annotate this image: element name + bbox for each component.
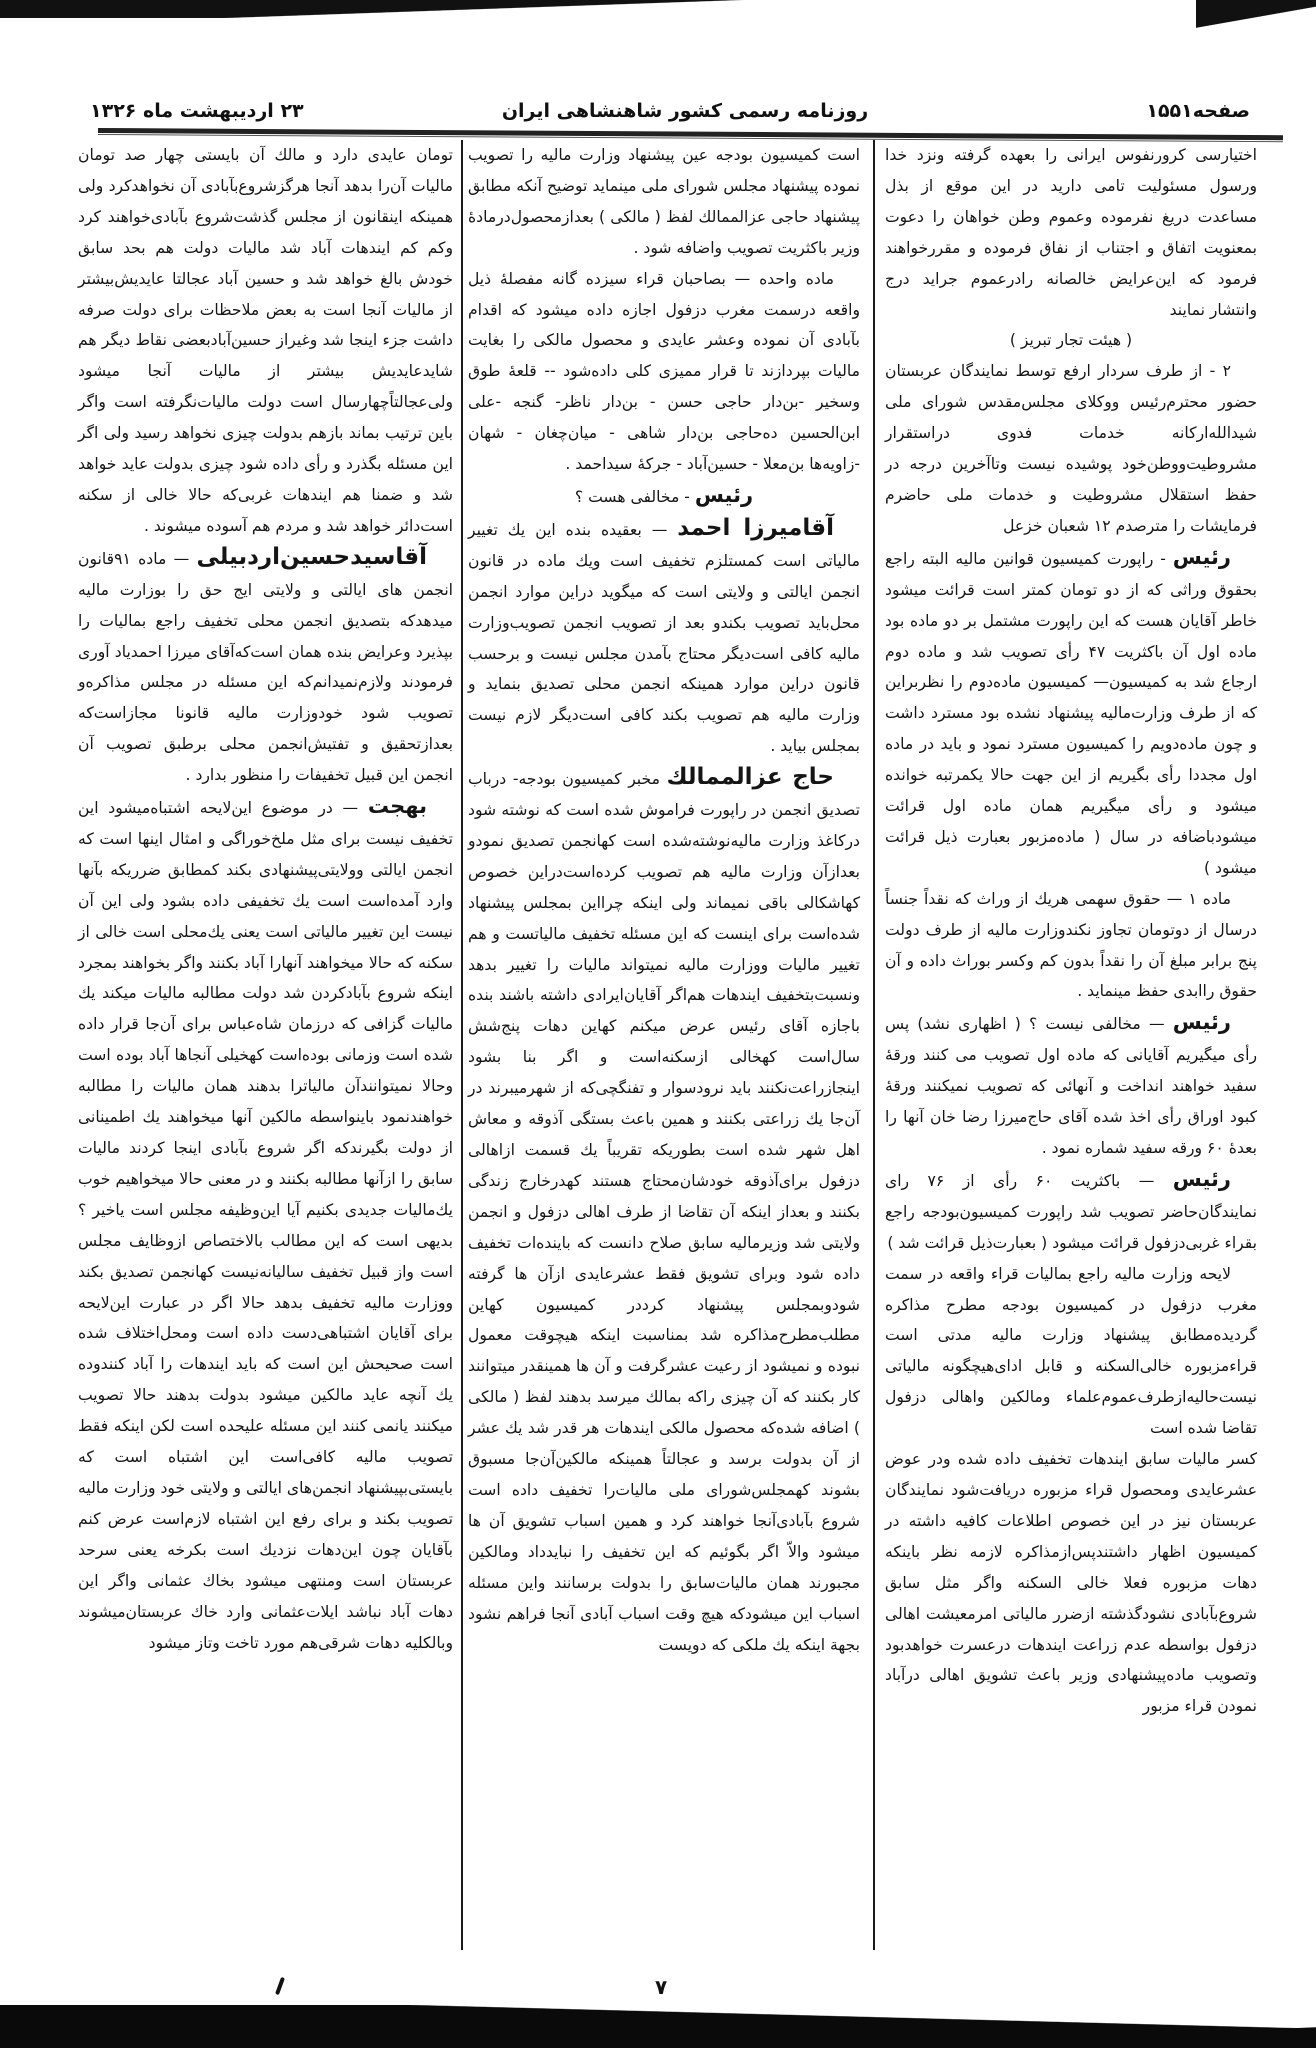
speaker-name: آقاسیدحسین‌اردبیلی [196,543,427,570]
paragraph: اختیارسی کرورنفوس ایرانی را بعهده گرفته ونزد خدا ورسول مسئولیت تامی دارید در این موقع از بذل مساعدت دریغ نفرموده وعموم وطن خواهان را دعوت بمعنویت اتفاق و اجتناب از نفاق فرموده و مقررخواهند فرمود که این‌عرایض خالصانه رادرعموم جراید درج وانتشار نمایند [885,146,1257,319]
speech-text: - راپورت کمیسیون قوانین مالیه البته راجع بحقوق وراثی که از دو تومان کمتر است قرائت میشود خاطر آقایان هست که این راپورت مشتمل بر دو ماده بود ماده اول آن باکثریت ۴۷ رأی تصویب شد و ماده دوم ارجاع شد به کمیسیون— کمیسیون ماده‌دوم را نظربراین که از طرف وزارت‌مالیه پیشنهاد نشده بود مسترد داشت و چون ماده‌دویم را کمیسیون مسترد نمود و باید در ماده اول مجددا رأی بگیریم از این جهت حالا یکمرتبه خوانده میشود و رأی میگیریم همان ماده اول قرائت میشودباضافه در سال ( ماده‌مزبور بعبارت ذیل قرائت میشود ) [885,549,1258,877]
column-divider [461,140,463,1950]
article-text: ماده ۱ — حقوق سهمی هریك از وراث که نقداً جنساً درسال از دوتومان تجاوز نکندوزارت مالیه از طرف دولت پنج برابر مبلغ آن را نقداً بدون کم وکسر بوراث داده و آن حقوق راابدی حفظ مینماید . [885,889,1257,1001]
speaker-name: بهجت [367,794,427,819]
paragraph: است کمیسیون بودجه عین پیشنهاد وزارت مالیه را تصویب نموده پیشنهاد مجلس شورای ملی مینماید توضیح آنکه مطابق پیشنهاد حاجی عزالممالك لفظ ( مالکی ) بعدازمحصول‌درمادهٔ وزیر باکثریت تصویب واضافه شود . [468,146,860,257]
page-header [90,96,1250,126]
speaker-name: رئیس [1172,544,1231,569]
speech-text: — بعقیده بنده این یك تغییر مالیاتی است کمستلزم تخفیف است ویك ماده در قانون انجمن ایالتی و ولایتی است که میگوید دراین موارد انجمن محل‌باید تصویب بکندو بعد از تصویب انجمن تصویب‌وزارت مالیه کافی است‌دیگر محتاج بآمدن مجلس نیست و برحسب قانون دراین موارد همینکه انجمن محلی تصدیق بنماید و وزارت مالیه هم تصویب بکند کافی است‌دیگر لازم نیست بمجلس بیاید . [468,520,860,756]
paragraph: ۲ - از طرف سردار ارفع توسط نمایندگان عربستان حضور محترم‌رئیس ووکلای مجلس‌مقدس شورای ملی شیدالله‌ارکانه خدمات فدوی دراستقرار مشروطیت‌ووطن‌خود پوشیده نیست وتاآخرین درجه در حفظ استقلال مشروطیت و خدمات ملی حاضرم فرمایشات را مترصدم ۱۲ شعبان خزعل [885,362,1257,535]
signature: ( هیئت تجار تبریز ) [1009,331,1133,350]
bill-text: لایحه وزارت مالیه راجع بمالیات قراء واقعه در سمت مغرب دزفول در کمیسیون بودجه مطرح مذاکره گردیده‌مطابق پیشنهاد وزارت مالیه مدتی است قراءمزبوره خالی‌السکنه و قابل ادای‌هیچگونه مالیاتی نیست‌حالیه‌ازطرف‌عموم‌علماء ومالکین واهالی دزفول تقاضا شده است [885,1264,1257,1438]
column-divider [873,140,875,1950]
speaker-name: رئیس [694,482,754,507]
article-text: ماده واحده — بصاحبان قراء سیزده گانه مفصلهٔ ذیل واقعه درسمت مغرب دزفول اجازه داده میشود که اقدام بآبادی آن نموده وعشر عایدی و محصول مالکی را بغایت مالیات بپردازند تا قرار ممیزی کلی داده‌شود -- قلعهٔ طوق وسخیر -بن‌دار حاجی حسن - بن‌دار ناظر- گنجه -علی ابن‌الحسین ده‌حاجی بن‌دار شاهی - میان‌چغان - شهان -زاویه‌ها بن‌معلا - حسین‌آباد - جرکهٔ سیداحمد . [468,269,860,474]
speech [468,762,860,1660]
paragraph: تومان عایدی دارد و مالك آن بایستی چهار صد تومان مالیات آن‌را بدهد آنجا هرگزشروع‌بآبادی آن نخواهدکرد ولی همینکه اینقانون از مجلس گذشت‌شروع بآبادی‌خواهند کرد وکم کم ایندهات آباد شد مالیات دولت هم بحد سابق خودش بالغ خواهد شد و حسین آباد عجالتا عایدیش‌بیشتر از مالیات آنجا است به بعض ملاحظات برای دولت صرفه داشت جزء اینجا شد وغیراز حسین‌آبادبعضی نقاط دیگر هم شایدعایدیش بیشتر از مالیات آنجا میشود ولی‌عجالتاًچهارسال است دولت مالیات‌نگرفته است واگر باین ترتیب بماند بازهم بدولت چیزی نخواهد رسید ولی اگر این مسئله بگذرد و رأی داده شود چیزی بدولت عاید خواهد شد و ضمنا هم ایندهات غربی‌که حالا خالی از سکنه است‌دائر خواهد شد و مردم هم آسوده میشوند . [78,146,453,535]
scan-edge-top [0,0,1316,18]
newspaper-title: روزنامه رسمی کشور شاهنشاهی ایران [501,100,869,122]
speech [78,542,453,791]
scan-edge-top-right [1196,0,1316,40]
speech [885,542,1257,884]
issue-date: ۲۳ اردیبهشت ماه ۱۳۲۶ [90,100,304,122]
speaker-name: رئیس [1172,1166,1231,1191]
speech-text: — در موضوع این‌لایحه اشتباه‌میشود این تخفیف نیست برای مثل ملخ‌خوراگی و امثال اینها است که انجمن ایالتی وولایتی‌پیشنهادی بکند کمطابق ضرریکه بآنها وارد آمده‌است است یك تخفیفی داده بشود ولی این آن نیست این تغییر مالیاتی است یعنی یك‌محلی است خالی از سکنه که حالا میخواهند آنهارا آباد بکنند واگر بخواهند بمجرد اینکه شروع بآبادکردن شد دولت مطالبه مالیات میکند یك مالیات گزافی که درزمان شاه‌عباس برای آن‌جا قرار داده شده است وزمانی بوده‌است کهخیلی آنجاها آباد بوده است وحالا نمیتوانندآن مالیاترا بدهند همان مالیات را مطالبه خواهندنمود باینواسطه مالکین آنها میخواهند یك اطمینانی از دولت بگیرندکه اگر شروع بآبادی اینجا کردند مالیات سابق را ازآنها مطالبه بکنند و در معنی حالا میخواهیم خوب یك‌مالیات جدیدی بکنیم آیا این‌وظیفه مجلس است یاخیر ؟ بدیهی است که این مطالب بالاختصاص ازوظایف مجلس است واز قبیل تخفیف سالیانه‌نیست کهانجمن تصدیق بکند ووزارت مالیه تخفیف بدهد حالا اگر در عبارت این‌لایحه برای آقایان اشتباهی‌دست داده است ومحل‌اختلاف شده است صحیحش این است که باید ایندهات را آباد کنندوده یك آنچه عاید مالکین میشود بدولت بدهند حالا تصویب میکنند یانمی کنند این مسئله علیحده است لکن اینکه فقط تصویب مالیه کافی‌است این اشتباه است که بایستی‌بپیشنهاد انجمن‌های ایالتی و ولایتی خود وزارت مالیه تصویب بکند و برای رفع این اشتباه لازم‌است عرض کنم بآقایان چون این‌دهات نزدیك است بکرخه یعنی سرحد عربستان است ومنتهی میشود بخاك عثمانی واگر این دهات آباد نباشد ایلات‌عثمانی وارد خاك عربستان‌میشوند وبالکلیه دهات شرقی‌هم مورد تاخت وتاز میشود [78,799,453,1652]
speech [885,1164,1257,1259]
speech-text: — باکثریت ۶۰ رأی از ۷۶ رای نمایندگان‌حاضر تصویب شد راپورت کمیسیون‌بودجه راجع بقراء غربی‌دزفول قرائت میشود ( بعبارت‌ذیل قرائت شد ) [885,1171,1257,1252]
speech [78,791,453,1658]
column-right [885,140,1257,1722]
speech-text: — مخالفی نیست ؟ ( اظهاری نشد) پس رأی میگیریم آقایانی که ماده اول تصویب می کنند ورقهٔ سفید خواهند انداخت و آنهائی که تصویب نمیکنند ورقهٔ کبود اوراق رأی اخذ شده آقای حاج‌میرزا رضا خان آنها را بعدهٔ ۶۰ ورقه سفید شماره نمود . [885,1015,1257,1157]
ink-mark [275,1977,285,1995]
column-middle [468,140,860,1660]
column-left [78,140,453,1658]
speech-text: - مخالفی هست ؟ [574,487,695,506]
speaker-name: رئیس [1172,1010,1231,1035]
speech [468,513,860,762]
page-number: صفحه۱۵۵۱ [1146,100,1250,122]
speaker-name: حاج عزالممالك [666,764,834,791]
speech [468,480,860,513]
speech-text: — ماده ۹۱قانون انجمن های ایالتی و ولایتی ایج حق را بوزارت مالیه میدهدکه بتصدیق انجمن محلی تخفیف راجع بمالیات را بپذیرد وعرایض بنده همان است‌که‌آقای میرزا احمدیاد آوری فرمودند ولازم‌نمیدانم‌که این مسئله در مجلس مذاکره‌و تصویب شود خودوزارت مالیه قانونا مجازاست‌که بعدازتحقیق و تفتیش‌انجمن محلی برطبق تصویب آن انجمن این قبیل تخفیفات را منظور بدارد . [78,549,453,785]
speech-text: مخبر کمیسیون بودجه- درباب تصدیق انجمن در راپورت فراموش شده است که نوشته شود درکاغذ وزارت مالیه‌نوشته‌شده است کهانجمن تصدیق نمودو بعدازآن وزارت مالیه هم تصویب کرده‌است‌دراین خصوص کهاشکالی باقی نمیماند ولی اینکه چرااین بمجلس پیشنهاد شده‌است برای اینست که این مسئله تخفیف مالیاتست و هم تغییر مالیات ووزارت مالیه نمیتواند مالیات را تغییر بدهد ونسبت‌بتخفیف ایندهات هم‌اگر آقایان‌ایرادی داشته باشند بنده باجازه آقای رئیس عرض میکنم کهاین دهات پنج‌شش سال‌است کهخالی ازسکنه‌است و اگر بنا بشود اینجازراعت‌نکنند باید نرودسوار و تفنگچی‌که از شهرمیبرند در آن‌جا یك زراعتی بکنند و همین باعث بستگی آذوقه و معاش اهل شهر شده است بطوریکه تقریباً یك قسمت ازاهالی دزفول برای‌آذوقه خودشان‌محتاج هستند کهدرخارج زندگی بکنند و بعداز اینکه آن تقاضا از طرف اهالی دزفول و انجمن ولایتی شد وزیرمالیه سابق صلاح دانست که باینده‌ات تخفیف داده شود وبرای تشویق فقط عشرعایدی ازآن ها گرفته شودوبمجلس پیشنهاد کرددر کمیسیون کهاین مطلب‌مطرح‌مذاکره شد بمناسبت اینکه هیچوقت معمول نبوده و نمیشود از رعیت عشرگرفت و آن ها همینقدر میتوانند کار بکنند که آن چیزی راکه بمالك میرسد بدهند لفظ ( مالکی ) اضافه شده‌که محصول مالکی ایندهات هر قدر شد یك عشر از آن بدولت برسد و عجالتاً همینکه مالکین‌آن‌جا مسبوق بشوند کهمجلس‌شورای ملی مالیات‌را تخفیف داده است شروع بآبادی‌آنجا خواهند کرد و همین اسباب تشویق آن ها میشود والاّ اگر بگوئیم که این تخفیف را نبایدداد ومالکین مجبورند همان مالیات‌سابق را بدولت برسانند واین مسئله اسباب این میشودکه هیچ وقت اسباب آبادی آنجا فراهم نشود بجهة اینکه یك ملکی که دویست [468,770,860,1654]
folio-number: ۷ [655,1975,668,1999]
speech [885,1007,1257,1164]
speaker-name: آقامیرزا احمد [677,514,834,541]
bill-text: کسر مالیات سابق ایندهات تخفیف داده شده ودر عوض عشرعایدی ومحصول قراء مزبوره دریافت‌شود نمایندگان عربستان نیز در این خصوص اطلاعات کافیه داشته در کمیسیون اظهار داشتندپس‌ازمذاکره لازمه نظر باینکه دهات مزبوره فعلا خالی السکنه واگر مثل سابق شروع‌بآبادی نشودگذشته ازضرر مالیاتی امرمعیشت اهالی دزفول بواسطه عدم زراعت ایندهات درعسرت خواهدبود وتصویب ماده‌پیشنهادی وزیر باعث تشویق اهالی درآباد نمودن قراء مزبور [885,1450,1257,1716]
